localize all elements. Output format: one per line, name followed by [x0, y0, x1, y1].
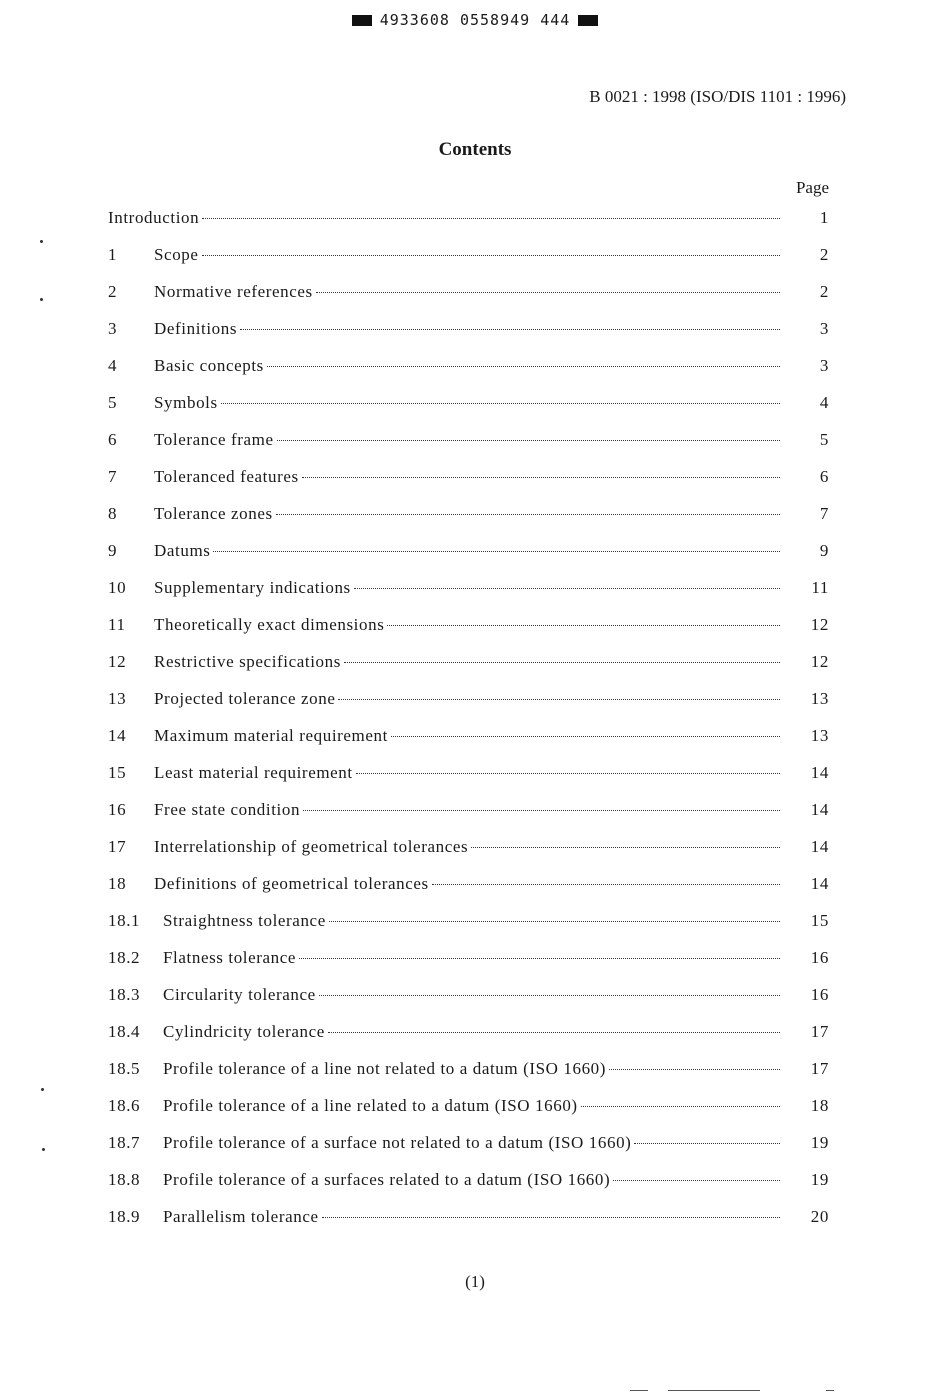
toc-entry-number: 14 — [108, 726, 127, 745]
toc-entry-title: Profile tolerance of a line related to a datum (ISO 1660) — [163, 1096, 578, 1115]
toc-entry-page: 14 — [810, 874, 829, 893]
toc-entry-page: 17 — [810, 1022, 829, 1041]
toc-entry-number: 18.8 — [108, 1170, 141, 1189]
toc-entry-number: 2 — [108, 282, 118, 301]
page-title: Contents — [438, 139, 512, 160]
toc-entry-number: 8 — [108, 504, 118, 523]
toc-entry-title: Scope — [154, 245, 199, 264]
toc-entry-page: 7 — [819, 504, 829, 523]
toc-entry-page: 16 — [810, 948, 829, 967]
toc-entry-line — [154, 651, 780, 673]
toc-entry-number: 18.6 — [108, 1096, 141, 1115]
toc-entry-line — [163, 910, 780, 932]
dot-leader — [299, 958, 780, 959]
toc-entry-title: Restrictive specifications — [154, 652, 341, 671]
toc-entry-introduction[interactable] — [108, 205, 829, 242]
toc-entry-page: 13 — [810, 726, 829, 745]
scan-speck — [40, 240, 43, 243]
scan-header-code — [0, 10, 950, 30]
dot-leader — [581, 1106, 780, 1107]
toc-entry-title: Theoretically exact dimensions — [154, 615, 385, 634]
toc-entry-number: 18.4 — [108, 1022, 141, 1041]
toc-entry-line — [154, 873, 780, 895]
toc-entry[interactable] — [108, 760, 829, 797]
toc-entry-title: Tolerance frame — [154, 430, 274, 449]
toc-entry-number: 18.9 — [108, 1207, 141, 1226]
toc-entry-page: 1 — [819, 208, 829, 227]
toc-entry-line — [154, 466, 780, 488]
scan-speck — [42, 1148, 45, 1151]
toc-entry-line — [154, 281, 780, 303]
dot-leader — [202, 255, 780, 256]
toc-entry-title: Parallelism tolerance — [163, 1207, 319, 1226]
toc-entry-title: Free state condition — [154, 800, 301, 819]
toc-entry-page: 12 — [810, 652, 829, 671]
dot-leader — [328, 1032, 780, 1033]
toc-entry[interactable] — [108, 945, 829, 982]
toc-entry-line — [163, 1021, 780, 1043]
toc-entry-page: 2 — [819, 245, 829, 264]
toc-entry-title: Circularity tolerance — [163, 985, 316, 1004]
toc-entry[interactable] — [108, 316, 829, 353]
toc-entry-page: 11 — [811, 578, 829, 597]
toc-entry[interactable] — [108, 686, 829, 723]
toc-entry-line — [154, 836, 780, 858]
toc-entry-title: Symbols — [154, 393, 218, 412]
dot-leader — [276, 514, 780, 515]
standard-id: B 0021 : 1998 (ISO/DIS 1101 : 1996) — [589, 87, 846, 106]
toc-entry[interactable] — [108, 279, 829, 316]
toc-entry-title: Profile tolerance of a surfaces related to a datum (ISO 1660) — [163, 1170, 611, 1189]
toc-entry-line — [154, 762, 780, 784]
toc-entry-number: 18.5 — [108, 1059, 141, 1078]
toc-entry-line — [154, 392, 780, 414]
toc-entry-line — [154, 540, 780, 562]
page-number-footer: (1) — [465, 1272, 485, 1291]
toc-entry-page: 5 — [819, 430, 829, 449]
toc-entry-page: 14 — [810, 837, 829, 856]
dot-leader — [319, 995, 780, 996]
toc-entry[interactable] — [108, 649, 829, 686]
toc-entry-number: 18 — [108, 874, 127, 893]
toc-entry-number: 18.1 — [108, 911, 141, 930]
toc-entry-line — [154, 503, 780, 525]
toc-entry[interactable] — [108, 982, 829, 1019]
toc-entry-page: 18 — [810, 1096, 829, 1115]
toc-entry-number: 18.2 — [108, 948, 141, 967]
toc-entry-title: Interrelationship of geometrical tolerances — [154, 837, 469, 856]
scan-speck — [40, 298, 43, 301]
toc-entry-title: Tolerance zones — [154, 504, 273, 523]
toc-entry-line — [154, 725, 780, 747]
dot-leader — [322, 1217, 780, 1218]
toc-entry-number: 1 — [108, 245, 118, 264]
toc-entry-line — [163, 1206, 780, 1228]
dot-leader — [338, 699, 780, 700]
toc-entry-number: 16 — [108, 800, 127, 819]
dot-leader — [277, 440, 780, 441]
dot-leader — [356, 773, 780, 774]
dot-leader — [303, 810, 780, 811]
toc-entry[interactable] — [108, 575, 829, 612]
toc-entry-title: Datums — [154, 541, 211, 560]
toc-entry-title: Profile tolerance of a surface not related to a datum (ISO 1660) — [163, 1133, 632, 1152]
toc-entry-number: 11 — [108, 615, 126, 634]
barcode-block-right — [578, 15, 598, 26]
toc-entry[interactable] — [108, 797, 829, 834]
toc-entry[interactable] — [108, 1204, 829, 1241]
toc-entry-number: 18.3 — [108, 985, 141, 1004]
toc-entry-page: 9 — [819, 541, 829, 560]
toc-entry-page: 14 — [810, 763, 829, 782]
toc-entry-title: Projected tolerance zone — [154, 689, 336, 708]
toc-entry[interactable] — [108, 242, 829, 279]
toc-entry-number: 4 — [108, 356, 118, 375]
toc-entry[interactable] — [108, 464, 829, 501]
scan-code-text: 4933608 0558949 444 — [379, 11, 571, 29]
toc-entry-line — [154, 688, 780, 710]
toc-entry-title: Least material requirement — [154, 763, 353, 782]
toc-entry[interactable] — [108, 427, 829, 464]
toc-entry-title: Basic concepts — [154, 356, 264, 375]
toc-entry[interactable] — [108, 871, 829, 908]
table-of-contents — [108, 205, 829, 1241]
toc-entry-number: 3 — [108, 319, 118, 338]
toc-entry-line — [154, 355, 780, 377]
toc-entry[interactable] — [108, 1056, 829, 1093]
toc-entry-line — [154, 429, 780, 451]
toc-entry[interactable] — [108, 353, 829, 390]
toc-entry-page: 12 — [810, 615, 829, 634]
dot-leader — [240, 329, 780, 330]
dot-leader — [213, 551, 780, 552]
toc-entry-number: 12 — [108, 652, 127, 671]
toc-entry-number: 6 — [108, 430, 118, 449]
toc-entry-title: Definitions — [154, 319, 238, 338]
toc-entry-number: 18.7 — [108, 1133, 141, 1152]
dot-leader — [202, 218, 780, 219]
toc-entry-title: Supplementary indications — [154, 578, 351, 597]
dot-leader — [267, 366, 780, 367]
toc-entry-line — [163, 984, 780, 1006]
toc-entry-line — [163, 947, 780, 969]
dot-leader — [344, 662, 780, 663]
toc-entry-title: Toleranced features — [154, 467, 299, 486]
dot-leader — [302, 477, 780, 478]
toc-entry-number: 7 — [108, 467, 118, 486]
dot-leader — [471, 847, 780, 848]
toc-entry-page: 19 — [810, 1133, 829, 1152]
toc-entry-title: Definitions of geometrical tolerances — [154, 874, 429, 893]
toc-entry[interactable] — [108, 1130, 829, 1167]
toc-entry-line — [154, 318, 780, 340]
toc-entry-page: 3 — [819, 356, 829, 375]
toc-entry-number: 9 — [108, 541, 118, 560]
toc-entry-page: 20 — [810, 1207, 829, 1226]
toc-entry[interactable] — [108, 1019, 829, 1056]
dot-leader — [609, 1069, 780, 1070]
toc-entry[interactable] — [108, 1167, 829, 1204]
toc-entry-title: Maximum material requirement — [154, 726, 388, 745]
dot-leader — [391, 736, 780, 737]
toc-entry[interactable] — [108, 612, 829, 649]
toc-entry-page: 14 — [810, 800, 829, 819]
toc-entry-title: Profile tolerance of a line not related to a datum (ISO 1660) — [163, 1059, 607, 1078]
toc-entry-page: 17 — [810, 1059, 829, 1078]
toc-entry-page: 13 — [810, 689, 829, 708]
toc-entry-page: 15 — [810, 911, 829, 930]
toc-entry-line — [154, 799, 780, 821]
toc-entry[interactable] — [108, 723, 829, 760]
toc-entry-line — [163, 1132, 780, 1154]
toc-entry-number: 13 — [108, 689, 127, 708]
toc-entry[interactable] — [108, 1093, 829, 1130]
toc-entry-line — [108, 207, 780, 229]
toc-entry-page: 19 — [810, 1170, 829, 1189]
toc-entry[interactable] — [108, 908, 829, 945]
toc-entry-line — [163, 1058, 780, 1080]
toc-entry-line — [154, 614, 780, 636]
toc-entry-line — [163, 1095, 780, 1117]
toc-entry-page: 4 — [819, 393, 829, 412]
scan-speck — [41, 1088, 44, 1091]
dot-leader — [634, 1143, 780, 1144]
barcode-block-left — [352, 15, 372, 26]
dot-leader — [432, 884, 780, 885]
toc-entry-title: Normative references — [154, 282, 313, 301]
toc-entry-title: Introduction — [108, 208, 200, 227]
page-column-label: Page — [795, 178, 829, 197]
scan-mark — [668, 1390, 760, 1391]
scan-mark — [630, 1390, 648, 1391]
toc-entry-title: Flatness tolerance — [163, 948, 297, 967]
toc-entry[interactable] — [108, 390, 829, 427]
toc-entry-page: 16 — [810, 985, 829, 1004]
dot-leader — [329, 921, 780, 922]
toc-entry-number: 15 — [108, 763, 127, 782]
dot-leader — [387, 625, 780, 626]
dot-leader — [354, 588, 780, 589]
toc-entry-page: 3 — [819, 319, 829, 338]
toc-entry-page: 2 — [819, 282, 829, 301]
toc-entry-number: 10 — [108, 578, 127, 597]
dot-leader — [221, 403, 780, 404]
toc-entry-title: Cylindricity tolerance — [163, 1022, 325, 1041]
toc-entry[interactable] — [108, 834, 829, 871]
toc-entry-number: 17 — [108, 837, 127, 856]
toc-entry-line — [163, 1169, 780, 1191]
dot-leader — [613, 1180, 780, 1181]
toc-entry-line — [154, 577, 780, 599]
toc-entry-number: 5 — [108, 393, 118, 412]
toc-entry[interactable] — [108, 501, 829, 538]
toc-entry[interactable] — [108, 538, 829, 575]
toc-entry-page: 6 — [819, 467, 829, 486]
dot-leader — [316, 292, 780, 293]
toc-entry-line — [154, 244, 780, 266]
scan-mark — [826, 1390, 834, 1391]
toc-entry-title: Straightness tolerance — [163, 911, 326, 930]
